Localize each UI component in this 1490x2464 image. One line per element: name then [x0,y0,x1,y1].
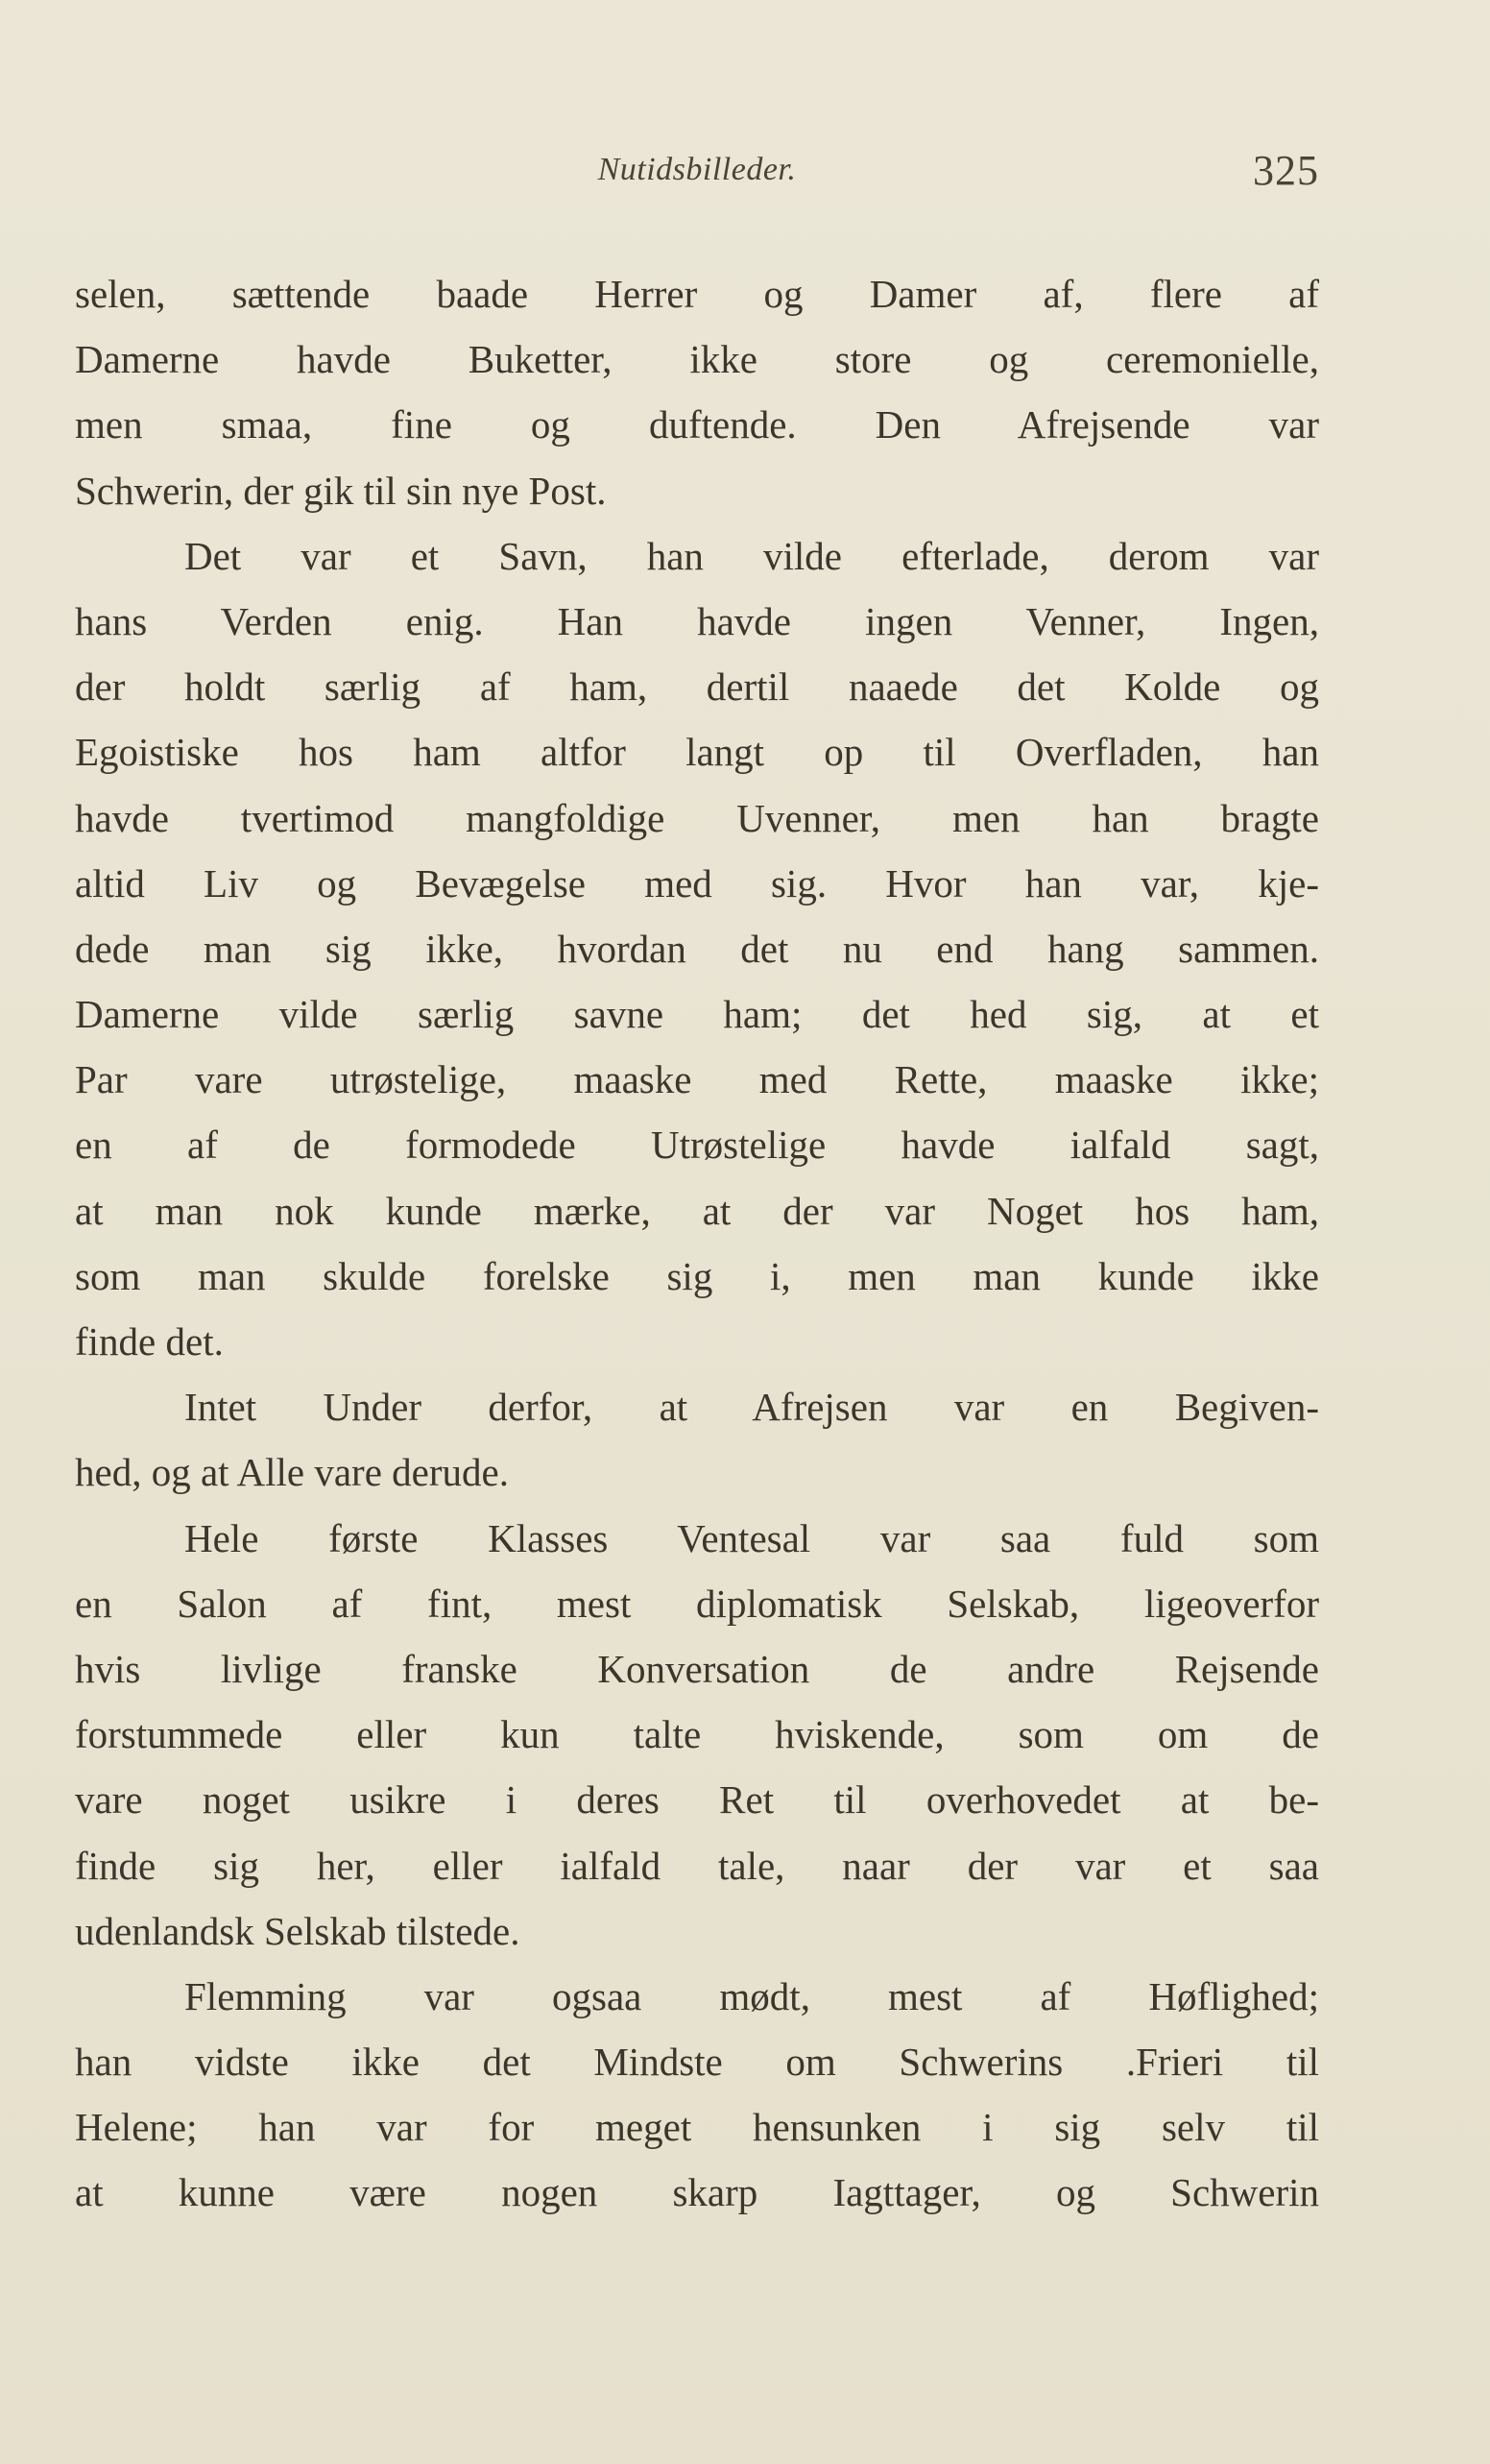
text-line: han vidste ikke det Mindste om Schwerins .Frieri til [75,2040,1319,2085]
text-line: finde sig her, eller ialfald tale, naar der var et saa [75,1843,1319,1888]
text-line: udenlandsk Selskab tilstede. [75,1908,520,1953]
text-line: finde det. [75,1319,224,1364]
text-line: Schwerin, der gik til sin nye Post. [75,468,607,513]
text-line: dede man sig ikke, hvordan det nu end hang sammen. [75,926,1319,971]
text-line: selen, sættende baade Herrer og Damer af, flere af [75,272,1319,316]
text-line: en af de formodede Utrøstelige havde ialfald sagt, [75,1123,1319,1168]
text-line: men smaa, fine og duftende. Den Afrejsende var [75,402,1319,447]
text-line: Flemming var ogsaa mødt, mest af Høflighed; [184,1973,1319,2018]
text-line: havde tvertimod mangfoldige Uvenner, men han bragte [75,795,1319,840]
text-line: vare noget usikre i deres Ret til overhovedet at be- [75,1777,1319,1823]
text-line: hed, og at Alle vare derude. [75,1450,509,1495]
text-line: der holdt særlig af ham, dertil naaede det Kolde og [75,664,1319,710]
running-head [75,146,1319,204]
text-line: Det var et Savn, han vilde efterlade, derom var [184,533,1319,578]
text-line: hvis livlige franske Konversation de andre Rejsende [75,1646,1319,1691]
running-title: Nutidsbilleder. [597,152,797,187]
text-line: forstummede eller kun talte hviskende, som om de [75,1712,1319,1757]
text-line: altid Liv og Bevægelse med sig. Hvor han var, kje- [75,860,1319,906]
text-line: Hele første Klasses Ventesal var saa fuld som [184,1515,1319,1560]
page-number: 325 [1253,147,1319,194]
text-line: Helene; han var for meget hensunken i sig selv til [75,2105,1319,2150]
text-line: at kunne være nogen skarp Iagttager, og Schwerin [75,2170,1319,2215]
text-line: en Salon af fint, mest diplomatisk Selskab, ligeoverfor [75,1581,1319,1626]
text-line: Par vare utrøstelige, maaske med Rette, maaske ikke; [75,1057,1319,1102]
text-line: at man nok kunde mærke, at der var Noget hos ham, [75,1188,1319,1233]
body-text [75,261,1319,2226]
text-line: hans Verden enig. Han havde ingen Venner, Ingen, [75,598,1319,643]
text-line: Damerne vilde særlig savne ham; det hed sig, at et [75,992,1319,1037]
text-line: Intet Under derfor, at Afrejsen var en Begiven- [184,1385,1319,1430]
text-line: Damerne havde Buketter, ikke store og ceremonielle, [75,337,1319,382]
text-line: Egoistiske hos ham altfor langt op til Overfladen, han [75,730,1319,775]
text-line: som man skulde forelske sig i, men man kunde ikke [75,1253,1319,1298]
